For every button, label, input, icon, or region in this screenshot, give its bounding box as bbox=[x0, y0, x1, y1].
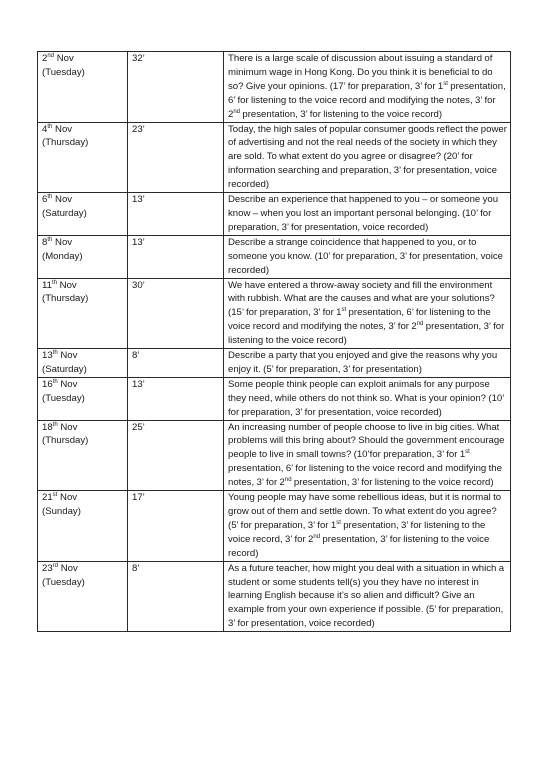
date-cell bbox=[38, 377, 128, 420]
weekday-label: (Thursday) bbox=[42, 293, 89, 305]
duration-value: 32’ bbox=[132, 53, 145, 64]
weekday-label: (Saturday) bbox=[42, 207, 87, 219]
date-suffix: th bbox=[47, 194, 53, 201]
schedule-row bbox=[38, 52, 511, 123]
duration-cell bbox=[128, 420, 224, 491]
date-month: Nov bbox=[60, 562, 78, 574]
date-cell bbox=[38, 420, 128, 491]
ordinal-suffix: st bbox=[336, 519, 341, 526]
date-month: Nov bbox=[60, 350, 78, 362]
schedule-rows bbox=[38, 52, 511, 632]
date-month: Nov bbox=[55, 123, 73, 135]
task-text: presentation, 6’ for listening to the voice record and modifying the notes, 3’ for 2 bbox=[228, 463, 502, 489]
task-text: Today, the high sales of popular consumer goods reflect the power of advertising and not the real needs of the society in which they are sold. To what extent do you agree or disagree? (20’ for information searching and preparation, 3’ for presentation, voice recorded) bbox=[228, 123, 507, 191]
schedule-row bbox=[38, 491, 511, 562]
task-description bbox=[224, 377, 511, 420]
duration-cell bbox=[128, 52, 224, 123]
schedule-table bbox=[37, 51, 511, 632]
task-text: As a future teacher, how might you deal with a situation in which a student or some students tell(s) you they have no interest in learning English because it’s so alien and difficult? Give an example from your own experience if possible. (5’ for preparation, 3’ for presentation, voice recorded) bbox=[228, 562, 505, 630]
duration-value: 13’ bbox=[132, 378, 145, 390]
date-label bbox=[42, 491, 124, 505]
date-suffix: nd bbox=[47, 53, 55, 59]
ordinal-suffix: nd bbox=[313, 533, 321, 540]
task-description bbox=[224, 52, 511, 123]
date-label bbox=[42, 193, 124, 207]
task-text: Describe an experience that happened to you – or someone you know – when you lost an important personal belonging. (10’ for preparation, 3’ for presentation, voice recorded) bbox=[228, 194, 499, 233]
date-day: 18 bbox=[42, 421, 53, 433]
date-month: Nov bbox=[59, 279, 77, 291]
task-description bbox=[224, 193, 511, 236]
task-text: presentation, 3’ for listening to the voice record) bbox=[228, 533, 490, 559]
date-day: 16 bbox=[42, 378, 53, 390]
duration-cell bbox=[128, 278, 224, 349]
duration-value: 23’ bbox=[132, 123, 145, 135]
weekday-label: (Sunday) bbox=[42, 506, 81, 517]
ordinal-suffix: nd bbox=[284, 477, 292, 484]
duration-value: 30’ bbox=[132, 279, 145, 291]
date-cell bbox=[38, 561, 128, 632]
date-month: Nov bbox=[55, 236, 73, 248]
date-label bbox=[42, 562, 124, 576]
schedule-row bbox=[38, 349, 511, 378]
date-suffix: th bbox=[52, 421, 58, 428]
duration-value: 13’ bbox=[132, 194, 145, 206]
date-suffix: st bbox=[52, 492, 58, 499]
ordinal-suffix: st bbox=[341, 307, 347, 314]
date-day: 8 bbox=[42, 236, 48, 248]
weekday-label: (Thursday) bbox=[42, 435, 89, 447]
date-label bbox=[42, 123, 124, 137]
task-description bbox=[224, 235, 511, 278]
duration-cell bbox=[128, 349, 224, 378]
date-cell bbox=[38, 52, 128, 123]
date-day: 11 bbox=[42, 279, 52, 291]
date-suffix: th bbox=[47, 123, 53, 130]
schedule-row bbox=[38, 377, 511, 420]
date-suffix: th bbox=[52, 350, 58, 357]
date-day: 21 bbox=[42, 492, 53, 504]
duration-value: 25’ bbox=[132, 421, 145, 433]
ordinal-suffix: nd bbox=[233, 108, 241, 115]
date-day: 23 bbox=[42, 562, 53, 574]
duration-value: 17’ bbox=[132, 492, 145, 504]
date-label bbox=[42, 52, 124, 66]
task-text: An increasing number of people choose to live in big cities. What problems will this bring about? Should the government encourage people to live in small towns? (10’for preparation, 3’ for 1 bbox=[228, 421, 505, 461]
date-cell bbox=[38, 491, 128, 562]
weekday-label: (Thursday) bbox=[42, 137, 89, 149]
weekday-label: (Tuesday) bbox=[42, 576, 85, 588]
duration-value: 8’ bbox=[132, 350, 140, 362]
date-month: Nov bbox=[55, 194, 73, 206]
task-description bbox=[224, 491, 511, 562]
duration-cell bbox=[128, 491, 224, 562]
duration-value: 13’ bbox=[132, 236, 145, 248]
weekday-label: (Monday) bbox=[42, 250, 83, 262]
date-month: Nov bbox=[56, 53, 74, 64]
task-description bbox=[224, 278, 511, 349]
date-month: Nov bbox=[60, 378, 78, 390]
date-month: Nov bbox=[60, 421, 78, 433]
task-text: We have entered a throw-away society and fill the environment with rubbish. What are the causes and what are your solutions? (15’ for preparation, 3’ for 1 bbox=[228, 279, 495, 319]
schedule-row bbox=[38, 420, 511, 491]
date-label bbox=[42, 349, 124, 363]
task-text: Describe a party that you enjoyed and give the reasons why you enjoy it. (5’ for preparation, 3’ for presentation) bbox=[228, 350, 498, 375]
duration-cell bbox=[128, 377, 224, 420]
date-label bbox=[42, 279, 124, 293]
date-month: Nov bbox=[60, 492, 78, 504]
date-cell bbox=[38, 278, 128, 349]
task-text: presentation, 6’ for listening to the voice record and modifying the notes, 3’ for 2 bbox=[228, 80, 506, 120]
date-suffix: th bbox=[51, 279, 57, 286]
date-cell bbox=[38, 122, 128, 193]
task-text: presentation, 6’ for listening to the voice record and modifying the notes, 3’ for 2 bbox=[228, 307, 491, 333]
ordinal-suffix: nd bbox=[416, 321, 424, 328]
date-suffix: th bbox=[47, 236, 53, 243]
task-text: presentation, 3’ for listening to the voice record, 3’ for 2 bbox=[228, 519, 486, 545]
duration-value: 8’ bbox=[132, 562, 140, 574]
weekday-label: (Tuesday) bbox=[42, 66, 85, 78]
duration-cell bbox=[128, 235, 224, 278]
task-description bbox=[224, 561, 511, 632]
task-text: Some people think people can exploit animals for any purpose they need, while others do not think so. What is your opinion? (10’ for preparation, 3’ for presentation, voice recorded) bbox=[228, 378, 505, 418]
schedule-row bbox=[38, 193, 511, 236]
schedule-row bbox=[38, 235, 511, 278]
task-text: presentation, 3’ for listening to the voice record) bbox=[291, 477, 494, 489]
date-day: 13 bbox=[42, 350, 53, 362]
date-day: 6 bbox=[42, 194, 48, 206]
date-day: 4 bbox=[42, 123, 48, 135]
date-day: 2 bbox=[42, 53, 48, 64]
task-text: Describe a strange coincidence that happened to you, or to someone you know. (10’ for preparation, 3’ for presentation, voice recorded) bbox=[228, 236, 503, 276]
task-description bbox=[224, 122, 511, 193]
schedule-row bbox=[38, 122, 511, 193]
date-label bbox=[42, 378, 124, 392]
duration-cell bbox=[128, 122, 224, 193]
date-cell bbox=[38, 235, 128, 278]
task-text: presentation, 3’ for listening to the voice record) bbox=[228, 321, 505, 347]
duration-cell bbox=[128, 561, 224, 632]
weekday-label: (Tuesday) bbox=[42, 392, 85, 404]
weekday-label: (Saturday) bbox=[42, 363, 87, 375]
date-cell bbox=[38, 349, 128, 378]
task-description bbox=[224, 420, 511, 491]
ordinal-suffix: st bbox=[465, 449, 470, 456]
date-label bbox=[42, 421, 124, 435]
date-label bbox=[42, 236, 124, 250]
date-suffix: th bbox=[52, 378, 58, 385]
schedule-row bbox=[38, 561, 511, 632]
task-text: Young people may have some rebellious ideas, but it is normal to grow out of them and settle down. To what extent do you agree? (5’ for preparation, 3’ for 1 bbox=[228, 492, 502, 531]
duration-cell bbox=[128, 193, 224, 236]
ordinal-suffix: st bbox=[443, 80, 448, 87]
task-description bbox=[224, 349, 511, 378]
task-text: There is a large scale of discussion about issuing a standard of minimum wage in Hong Kong. Do you think it is beneficial to do so? Give your opinions. (17’ for preparation, 3’ for 1 bbox=[228, 53, 493, 92]
task-text: presentation, 3’ for listening to the voice record) bbox=[240, 108, 443, 120]
date-suffix: rd bbox=[52, 562, 59, 569]
schedule-row bbox=[38, 278, 511, 349]
date-cell bbox=[38, 193, 128, 236]
